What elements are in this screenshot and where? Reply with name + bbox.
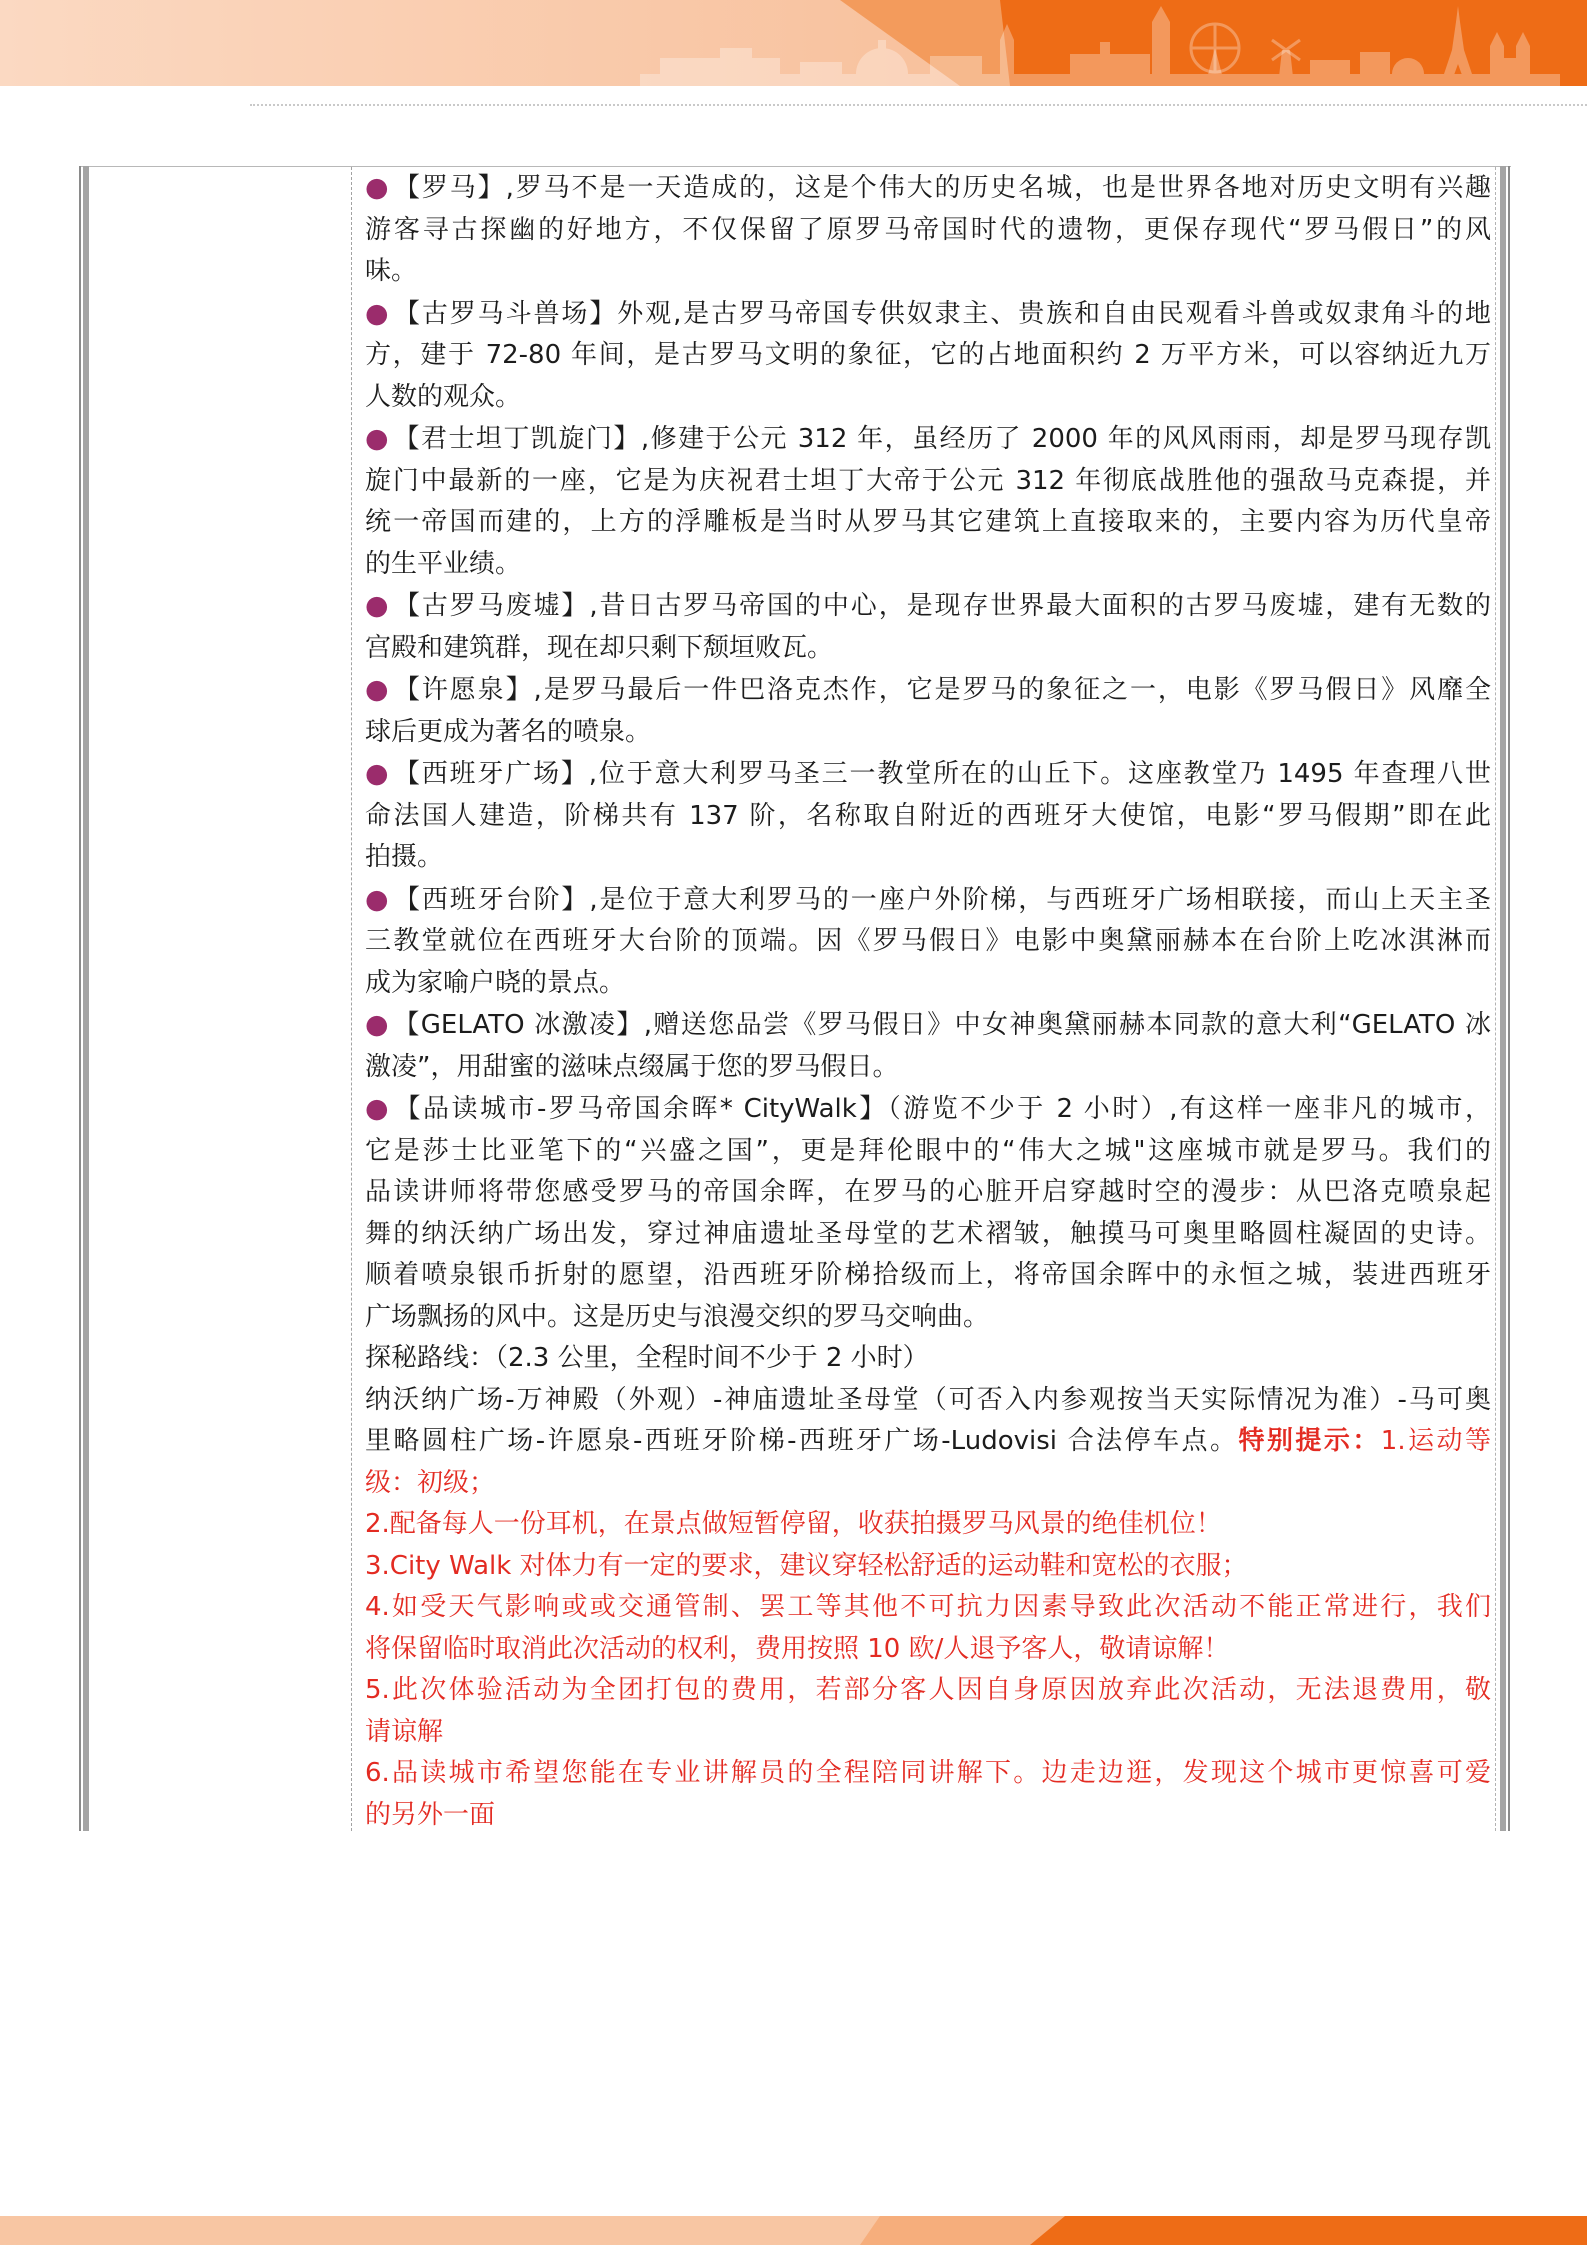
text-line: [365, 753, 1491, 796]
text-line: [365, 418, 1491, 461]
text-line: 顺着喷泉银币折射的愿望，沿西班牙阶梯拾级而上，将帝国余晖中的永恒之城，装进西班牙: [365, 1260, 1491, 1290]
text-line: 舞的纳沃纳广场出发，穿过神庙遗址圣母堂的艺术褶皱，触摸马可奥里略圆柱凝固的史诗。: [365, 1218, 1491, 1249]
text-line: [365, 1421, 1491, 1463]
text-line: 成为家喻户晓的景点。: [365, 967, 626, 998]
tip-line: 的另外一面: [365, 1799, 496, 1830]
text-line: 的生平业绩。: [365, 548, 522, 579]
text-line: [365, 1004, 1491, 1047]
bullet-icon: ●: [365, 1009, 389, 1040]
table-left-outer-border: [79, 166, 81, 1831]
text-line: 纳沃纳广场-万神殿（外观）-神庙遗址圣母堂（可否入内参观按当天实际情况为准）-马可奥: [365, 1384, 1491, 1415]
special-notice-label: 特别提示：: [1238, 1426, 1381, 1456]
tip-line: 2.配备每人一份耳机，在景点做短暂停留，收获拍摄罗马风景的绝佳机位！: [365, 1509, 1222, 1539]
text-line: [365, 1088, 1491, 1131]
bullet-icon: ●: [365, 590, 389, 621]
text-line: 味。: [365, 256, 418, 286]
bullet-icon: ●: [365, 674, 389, 705]
text-line: [365, 669, 1491, 712]
text-line: 拍摄。: [365, 842, 444, 872]
tip-line: 6.品读城市希望您能在专业讲解员的全程陪同讲解下。边走边逛，发现这个城市更惊喜可爱: [365, 1758, 1491, 1788]
table-cell-right-border: [1495, 167, 1496, 1831]
route-title: 探秘路线：（2.3 公里，全程时间不少于 2 小时）: [365, 1343, 929, 1373]
tip-line: 4.如受天气影响或或交通管制、罢工等其他不可抗力因素导致此次活动不能正常进行，我们: [365, 1592, 1491, 1622]
line-text: 【君士坦丁凯旋门】,修建于公元 312 年，虽经历了 2000 年的风风雨雨，却是罗马现存凯: [392, 424, 1491, 454]
line-text: 里略圆柱广场-许愿泉-西班牙阶梯-西班牙广场-Ludovisi 合法停车点。: [365, 1426, 1239, 1456]
line-text: 【GELATO 冰激凌】,赠送您品尝《罗马假日》中女神奥黛丽赫本同款的意大利“GELATO 冰: [392, 1010, 1491, 1040]
line-text: 【罗马】,罗马不是一天造成的，这是个伟大的历史名城，也是世界各地对历史文明有兴趣: [392, 173, 1491, 203]
attraction-arch-of-constantine: [365, 418, 1491, 585]
text-line: 广场飘扬的风中。这是历史与浪漫交织的罗马交响曲。: [365, 1301, 990, 1332]
text-line: 游客寻古探幽的好地方，不仅保留了原罗马帝国时代的遗物，更保存现代“罗马假日”的风: [365, 214, 1491, 245]
header-banner: [0, 0, 1587, 86]
table-left-cell: [89, 167, 351, 1831]
attraction-gelato: [365, 1004, 1491, 1088]
bullet-icon: ●: [365, 423, 389, 454]
header-divider: [250, 104, 1587, 106]
line-text: 【古罗马废墟】,昔日古罗马帝国的中心，是现存世界最大面积的古罗马废墟，建有无数的: [392, 591, 1491, 621]
line-text: 【许愿泉】,是罗马最后一件巴洛克杰作，它是罗马的象征之一，电影《罗马假日》风靡全: [392, 675, 1491, 705]
tip-line: 将保留临时取消此次活动的权利，费用按照 10 欧/人退予客人，敬请谅解！: [365, 1633, 1230, 1664]
bullet-icon: ●: [365, 1093, 389, 1124]
line-text: 【品读城市-罗马帝国余晖* CityWalk】（游览不少于 2 小时）,有这样一座非凡的城市，: [392, 1094, 1491, 1124]
text-line: 激凌”，用甜蜜的滋味点缀属于您的罗马假日。: [365, 1051, 899, 1082]
text-line: 它是莎士比亚笔下的“兴盛之国”，更是拜伦眼中的“伟大之城"这座城市就是罗马。我们的: [365, 1135, 1491, 1166]
bullet-icon: ●: [365, 883, 389, 915]
text-line: 宫殿和建筑群，现在却只剩下颓垣败瓦。: [365, 632, 834, 663]
text-line: [365, 293, 1491, 336]
table-content-cell: [365, 167, 1491, 1836]
bullet-icon: ●: [365, 297, 389, 329]
footer-banner: [0, 2216, 1587, 2245]
line-text: 【古罗马斗兽场】外观,是古罗马帝国专供奴隶主、贵族和自由民观看斗兽或奴隶角斗的地: [392, 298, 1491, 329]
tip-line: 3.City Walk 对体力有一定的要求，建议穿轻松舒适的运动鞋和宽松的衣服；: [365, 1550, 1248, 1581]
bullet-icon: ●: [365, 758, 389, 789]
text-line: [365, 879, 1491, 922]
text-line: 人数的观众。: [365, 381, 522, 412]
attraction-spanish-square: [365, 753, 1491, 879]
text-line: 三教堂就位在西班牙大台阶的顶端。因《罗马假日》电影中奥黛丽赫本在台阶上吃冰淇淋而: [365, 926, 1491, 956]
table-column-divider: [351, 167, 352, 1831]
attraction-citywalk: [365, 1088, 1491, 1338]
text-line: [365, 585, 1491, 628]
tip-line: 5.此次体验活动为全团打包的费用，若部分客人因自身原因放弃此次活动，无法退费用，敬: [365, 1675, 1491, 1705]
bullet-icon: ●: [365, 172, 389, 203]
line-text: 【西班牙广场】,位于意大利罗马圣三一教堂所在的山丘下。这座教堂乃 1495 年查理八世: [392, 759, 1491, 789]
text-line: 球后更成为著名的喷泉。: [365, 716, 652, 747]
text-line: 统一帝国而建的，上方的浮雕板是当时从罗马其它建筑上直接取来的，主要内容为历代皇帝: [365, 507, 1491, 537]
text-line: 品读讲师将带您感受罗马的帝国余晖，在罗马的心脏开启穿越时空的漫步：从巴洛克喷泉起: [365, 1177, 1491, 1207]
text-line: 方，建于 72-80 年间，是古罗马文明的象征，它的占地面积约 2 万平方米，可以容纳近九万: [365, 340, 1491, 370]
attraction-roman-forum: [365, 585, 1491, 669]
attraction-trevi-fountain: [365, 669, 1491, 753]
text-line: [365, 167, 1491, 210]
route-section: [365, 1338, 1491, 1504]
tip-line: 请谅解: [365, 1716, 444, 1747]
notice-item-text: 1.运动等: [1380, 1426, 1491, 1456]
table-right-outer-border: [1508, 166, 1510, 1831]
text-line: 旋门中最新的一座，它是为庆祝君士坦丁大帝于公元 312 年彻底战胜他的强敌马克森提，并: [365, 465, 1491, 496]
notice-tips: [365, 1504, 1491, 1836]
text-line: 命法国人建造，阶梯共有 137 阶，名称取自附近的西班牙大使馆，电影“罗马假期”即在此: [365, 800, 1491, 831]
attraction-spanish-steps: [365, 879, 1491, 1005]
attraction-rome: [365, 167, 1491, 293]
attraction-colosseum: [365, 293, 1491, 419]
line-text: 【西班牙台阶】,是位于意大利罗马的一座户外阶梯，与西班牙广场相联接，而山上天主圣: [392, 884, 1491, 915]
notice-item-text: 级：初级；: [365, 1467, 496, 1498]
table-right-inner-border: [1500, 166, 1506, 1831]
